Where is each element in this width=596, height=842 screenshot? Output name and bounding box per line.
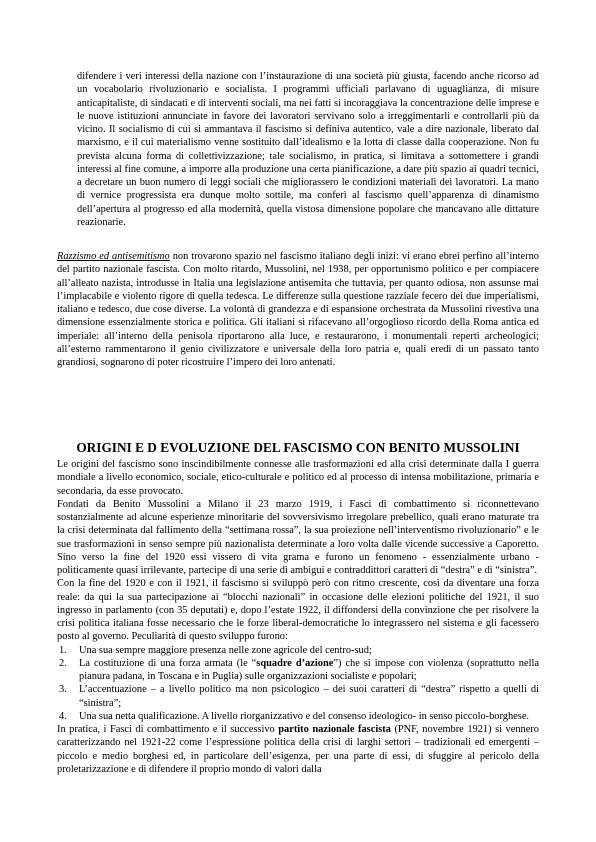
razzismo-lead: Razzismo ed antisemitismo — [57, 251, 170, 262]
section-body — [57, 458, 539, 776]
paragraph-origins: Le origini del fascismo sono inscindibilmente connesse alle trasformazioni ed alla crisi determinate dalla I guerra mondiale a livello economico, sociale, etico-culturale e politico ed al processo di intensa mobilitazione, primaria e secondaria, da esse provocato. — [57, 459, 539, 497]
paragraph-development: Con la fine del 1920 e con il 1921, il fascismo si sviluppò però con ritmo crescente, così da diventare una forza reale: da qui la sua partecipazione ai “blocchi nazionali” in occasione delle elezioni politiche del 1921, il suo ingresso in parlamento (con 35 deputati) e, dopo l’estate 1922, il diffondersi della convinzione che per risolvere la crisi politica italiana fosse necessario che le forze liberal-democratiche lo integrassero nel sistema e gli facessero posto al governo. Peculiarità di questo sviluppo furono: — [57, 578, 539, 643]
list-item: 4. Una sua netta qualificazione. A livello riorganizzativo e del consenso ideologico- in senso piccolo-borghese. — [59, 710, 530, 722]
razzismo-paragraph — [57, 250, 539, 369]
paragraph-pnf: In pratica, i Fasci di combattimento e il successivo partito nazionale fascista (PNF, novembre 1921) si vennero caratterizzando nel 1921-22 come l’espressione politica della crisi di larghi settori – tradizionali ed emergenti – piccolo e medio borghesi ed, in particolare dell’esigenza, per una parte di essi, di sfuggire al pericolo della proletarizzazione e di difendere il proprio mondo di valori dalla — [57, 724, 539, 775]
intro-paragraph — [77, 70, 539, 229]
paragraph-fasci: Fondati da Benito Mussolini a Milano il 23 marzo 1919, i Fasci di combattimento si riconnettevano sostanzialmente ad alcune esperienze minoritarie del sovversivismo irregolare prebellico, quali erano maturate tra la crisi determinata dal fallimento della “settimana rossa”, la sua proiezione nell’interventismo rivoluzionario” e le sue trasformazioni in senso sempre più nazionalista determinate a loro volta dalle vicende successive a Caporetto. Sino verso la fine del 1920 essi vissero di vita grama e furono un fenomeno - essenzialmente urbano - politicamente quasi irrilevante, partecipe di una serie di ambigui e contraddittori caratteri di “destra” e di “sinistra”. — [57, 498, 539, 576]
list-item: 3. L’accentuazione – a livello politico ma non psicologico – dei suoi caratteri di “destra” rispetto a quelli di “sinistra”; — [59, 684, 539, 709]
list-item: 1. Una sua sempre maggiore presenza nelle zone agricole del centro-sud; — [59, 644, 372, 656]
list-item: 2. La costituzione di una forza armata (le “squadre d’azione”) che si impose con violenza (soprattutto nella pianura padana, in Toscana e in Puglia) sulle organizzazioni socialiste e popolari; — [59, 657, 539, 682]
razzismo-text: non trovarono spazio nel fascismo italiano degli inizi: vi erano ebrei perfino all’interno del partito nazionale fascista. Con molto ritardo, Mussolini, nel 1938, per opportunismo politico e per compiacere all’alleato nazista, introdusse in Italia una legislazione antisemita che tuttavia, per quanto odiosa, non assunse mai l’implacabile e violento rigore di quella tedesca. Le differenze sulla questione razziale fecero dei due imperialismi, italiano e tedesco, due cose diverse. La volontà di grandezza e di espansione orchestrata da Mussolini rivestiva una dimensione essenzialmente storica e politica. Gli italiani si rifacevano all’orgoglioso ricordo della Roma antica ed imperiale: all’interno della penisola riportarono alla luce, e restaurarono, i monumentali reperti archeologici; all’esterno rammentarono il genio civilizzatore e universale della loro patria e, quali eredi di un passato tanto grandiosi, sognarono di poter ricostruire l’impero dei loro antenati. — [57, 251, 539, 368]
squadre-azione-term: squadre d’azione — [256, 657, 334, 669]
section-heading: ORIGINI E D EVOLUZIONE DEL FASCISMO CON BENITO MUSSOLINI — [76, 440, 520, 455]
intro-text: difendere i veri interessi della nazione con l’instaurazione di una società più giusta, facendo anche ricorso ad un vocabolario rivoluzionario e socialista. I programmi ufficiali parlavano di uguaglianza, di misure anticapitaliste, di sindacati e di interventi sociali, ma nei fatti si incoraggiava la concentrazione delle imprese e le nuove istituzioni annunciate in favore dei lavoratori servivano solo a irreggimentarli e controllarli più da vicino. Il socialismo di cui si ammantava il fascismo si definiva autentico, vale a dire nazionale, liberato dal marxismo, e il cui materialismo venne sostituito dall’idealismo e la lotta di classe dalla cooperazione. Non fu prevista alcuna forma di collettivizzazione; tale socialismo, in pratica, si limitava a sottomettere i grandi interessi al fine comune, a imporre alla produzione una certa pianificazione, a dare più spazio ai quadri tecnici, a decretare un buon numero di leggi sociali che migliorassero le condizioni materiali dei lavoratori. La mano di vernice progressista era dunque molto sottile, ma conferì al fascismo quell’apparenza di dinamismo dell’apertura al progresso ed alla modernità, quella vistosa dimensione popolare che mancavano alle dittature reazionarie. — [77, 71, 539, 228]
pnf-term: partito nazionale fascista — [278, 724, 391, 735]
features-list — [57, 644, 539, 724]
